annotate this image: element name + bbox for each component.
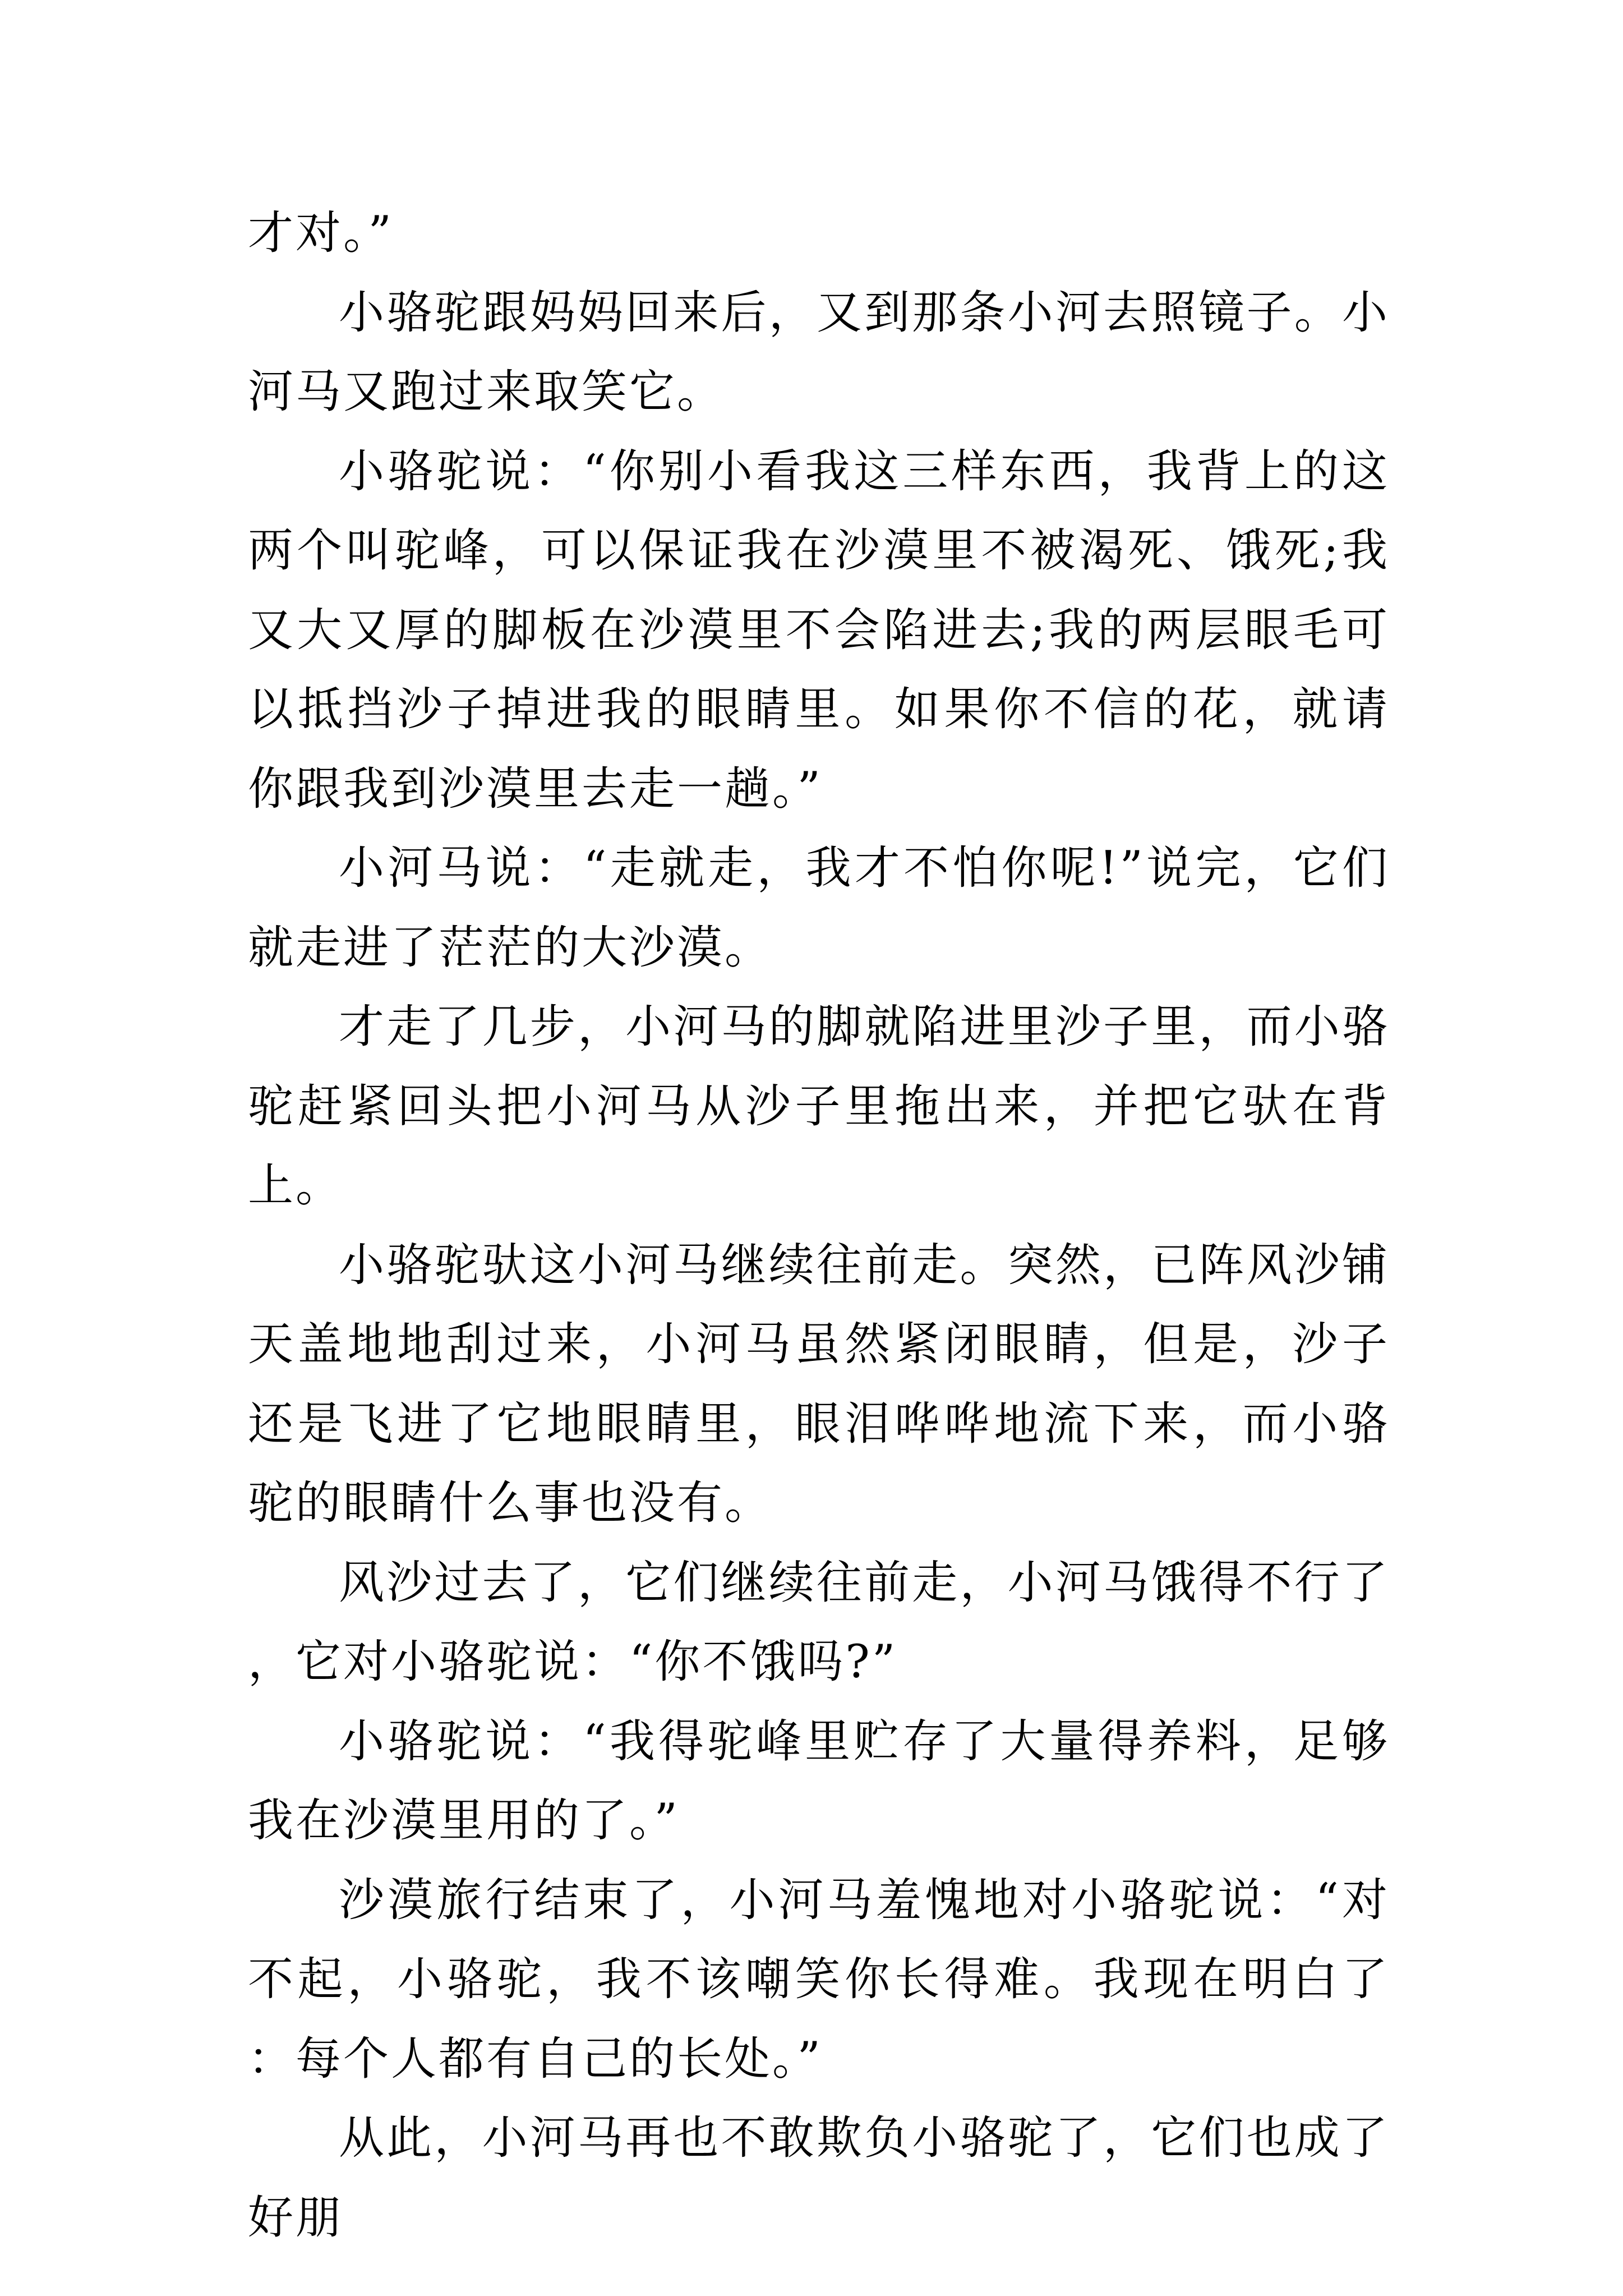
paragraph: 风沙过去了，它们继续往前走，小河马饿得不行了，它对小骆驼说：“你不饿吗?” — [248, 1556, 1390, 1688]
paragraph: 沙漠旅行结束了，小河马羞愧地对小骆驼说：“对不起，小骆驼，我不该嘲笑你长得难。我现在明白了：每个人都有自己的长处。” — [248, 1874, 1390, 2086]
paragraph: 小骆驼说：“你别小看我这三样东西，我背上的这两个叫驼峰，可以保证我在沙漠里不被渴死、饿死;我又大又厚的脚板在沙漠里不会陷进去;我的两层眼毛可以抵挡沙子掉进我的眼睛里。如果你不信的花，就请你跟我到沙漠里去走一趟。” — [248, 445, 1390, 816]
paragraph-continuation: 才对。” — [248, 207, 394, 260]
paragraph: 从此，小河马再也不敢欺负小骆驼了，它们也成了好朋 — [248, 2112, 1390, 2244]
paragraph: 才走了几步，小河马的脚就陷进里沙子里，而小骆驼赶紧回头把小河马从沙子里拖出来，并把它驮在背上。 — [248, 1001, 1390, 1212]
paragraph: 小河马说：“走就走，我才不怕你呢!”说完，它们就走进了茫茫的大沙漠。 — [248, 842, 1390, 974]
story-text — [248, 194, 1390, 2258]
paragraph: 小骆驼驮这小河马继续往前走。突然，已阵风沙铺天盖地地刮过来，小河马虽然紧闭眼睛，但是，沙子还是飞进了它地眼睛里，眼泪哗哗地流下来，而小骆驼的眼睛什么事也没有。 — [248, 1239, 1390, 1530]
paragraph: 小骆驼跟妈妈回来后，又到那条小河去照镜子。小河马又跑过来取笑它。 — [248, 286, 1390, 418]
paragraph: 小骆驼说：“我得驼峰里贮存了大量得养料，足够我在沙漠里用的了。” — [248, 1715, 1390, 1847]
